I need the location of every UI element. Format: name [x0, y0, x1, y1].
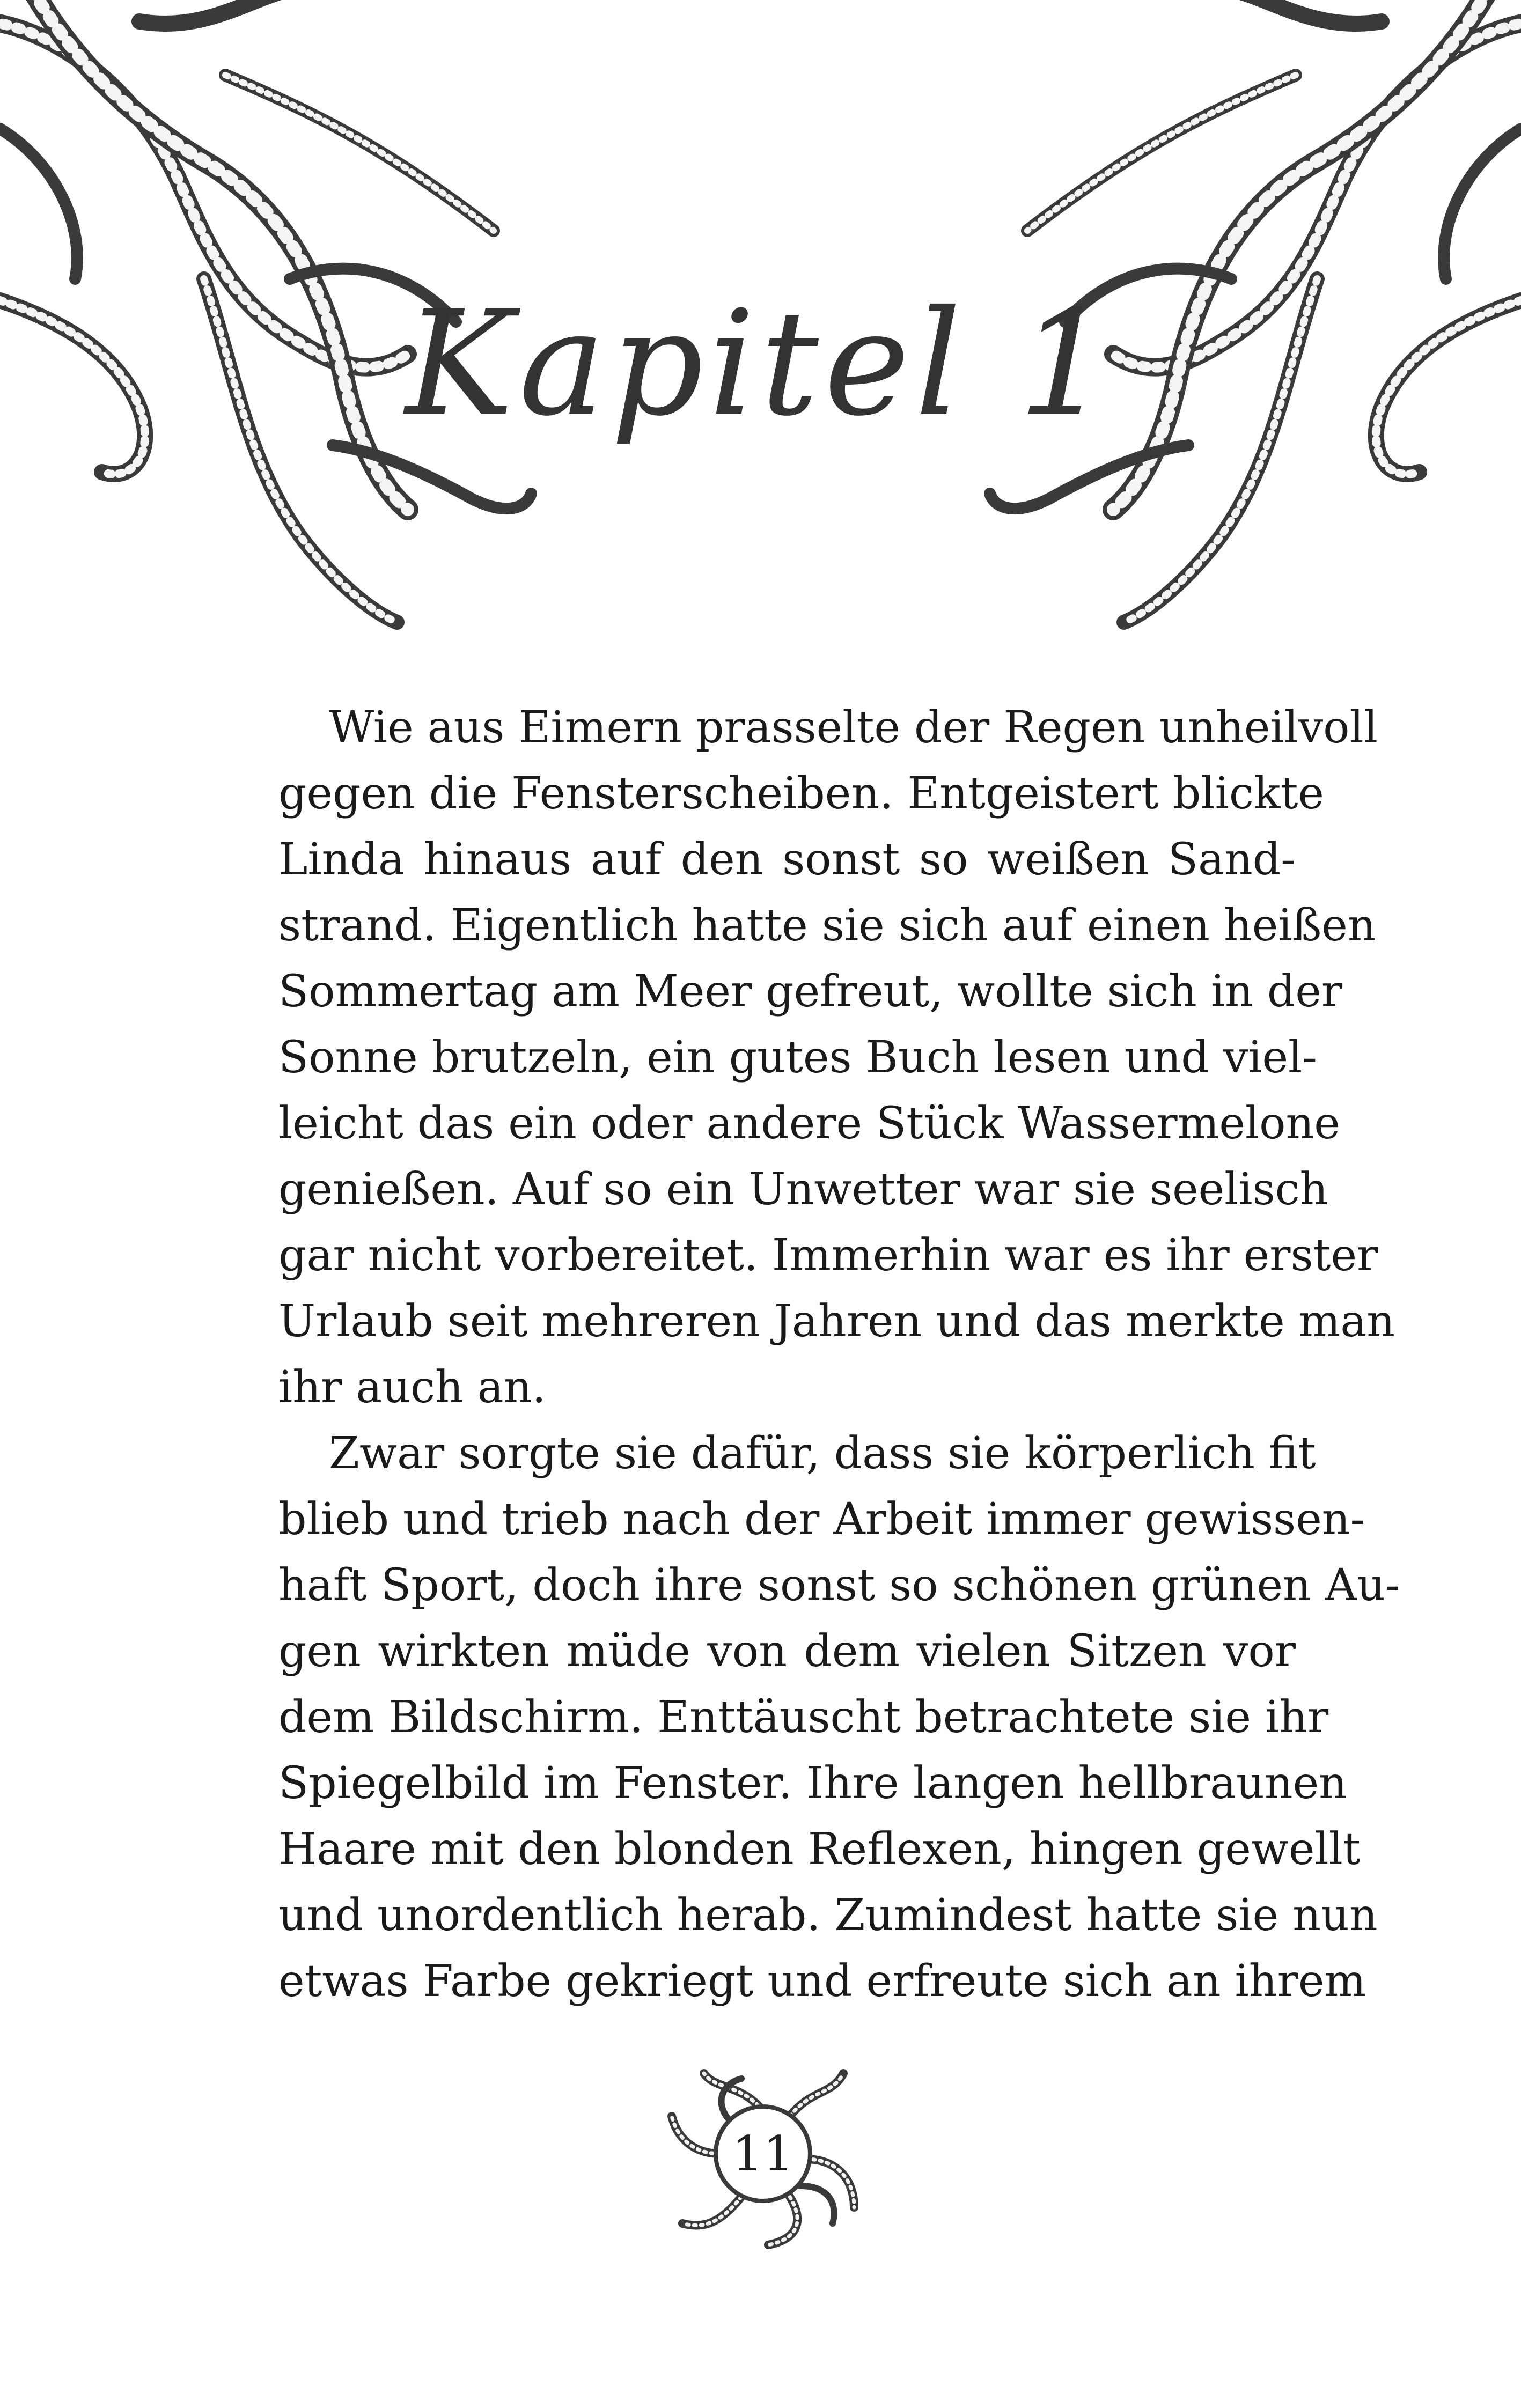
text-line: gen wirkten müde von dem vielen Sitzen vor [278, 1626, 1296, 1677]
text-line: Wie aus Eimern prasselte der Regen unheilvoll [329, 702, 1378, 753]
text-line: Urlaub seit mehreren Jahren und das merkte man [278, 1296, 1395, 1347]
text-line: gegen die Fensterscheiben. Entgeistert blickte [278, 768, 1324, 819]
chapter-body [228, 695, 1400, 2014]
chapter-title: Kapitel 1 [405, 279, 1116, 448]
text-line: und unordentlich herab. Zumindest hatte sie nun [278, 1890, 1378, 1941]
text-line: genießen. Auf so ein Unwetter war sie seelisch [278, 1164, 1328, 1215]
text-line: blieb und trieb nach der Arbeit immer gewissen- [278, 1494, 1365, 1545]
text-line: etwas Farbe gekriegt und erfreute sich an ihrem [278, 1956, 1366, 2007]
text-line: haft Sport, doch ihre sonst so schönen grünen Au- [278, 1560, 1400, 1611]
text-line: strand. Eigentlich hatte sie sich auf einen heißen [278, 900, 1376, 951]
text-line: Linda hinaus auf den sonst so weißen Sand- [278, 834, 1296, 885]
text-line: dem Bildschirm. Enttäuscht betrachtete sie ihr [278, 1692, 1329, 1743]
text-line: Haare mit den blonden Reflexen, hingen gewellt [278, 1824, 1361, 1875]
paragraph [228, 695, 1395, 1420]
text-line: Spiegelbild im Fenster. Ihre langen hellbraunen [278, 1758, 1347, 1809]
text-line: leicht das ein oder andere Stück Wassermelone [278, 1098, 1340, 1149]
text-line: ihr auch an. [278, 1362, 546, 1413]
paragraph [228, 1420, 1400, 2014]
text-line: Zwar sorgte sie dafür, dass sie körperlich fit [329, 1428, 1316, 1479]
page-number: 11 [732, 2125, 794, 2182]
text-line: gar nicht vorbereitet. Immerhin war es ihr erster [278, 1230, 1378, 1281]
text-line: Sonne brutzeln, ein gutes Buch lesen und viel- [278, 1032, 1317, 1083]
text-line: Sommertag am Meer gefreut, wollte sich in der [278, 966, 1343, 1017]
